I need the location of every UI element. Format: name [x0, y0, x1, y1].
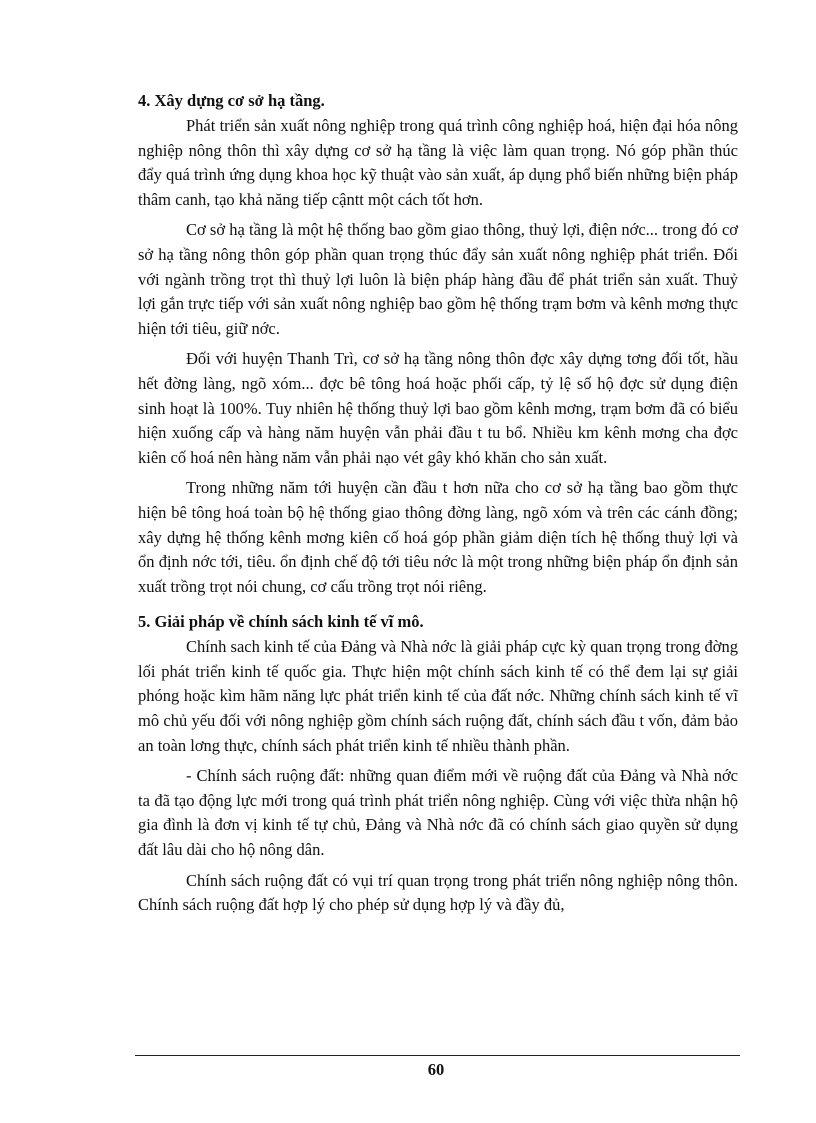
section-4-paragraph-3: Đối với huyện Thanh Trì, cơ sở hạ tầng nông thôn đợc xây dựng tơng đối tốt, hầu hết đờng làng, ngõ xóm... đợc bê tông hoá hoặc phối cấp, tỷ lệ số hộ đợc sử dụng điện sinh hoạt là 100%. Tuy nhiên hệ thống thuỷ lợi bao gồm kênh mơng, trạm bơm đã có biểu hiện xuống cấp và hàng năm huyện vẫn phải đầu t tu bổ. Nhiều km kênh mơng cha đợc kiên cố hoá nên hàng năm vẫn phải nạo vét gây khó khăn cho sản xuất.	[138, 349, 738, 467]
section-4-paragraph-4: Trong những năm tới huyện cần đầu t hơn nữa cho cơ sở hạ tầng bao gồm thực hiện bê tông hoá toàn bộ hệ thống giao thông đờng làng, ngõ xóm và trên các cánh đồng; xây dựng hệ thống kênh mơng kiên cố hoá góp phần giảm diện tích hệ thống thuỷ lợi và ổn định nớc tới, tiêu. ổn định chế độ tới tiêu nớc là một trong những biện pháp ổn định sản xuất trồng trọt nói chung, cơ cấu trồng trọt nói riêng.	[138, 478, 738, 596]
page-number: 60	[427, 1060, 445, 1079]
section-4-paragraph-1: Phát triển sản xuất nông nghiệp trong quá trình công nghiệp hoá, hiện đại hóa nông nghiệp nông thôn thì xây dựng cơ sở hạ tầng là việc làm quan trọng. Nó góp phần thúc đẩy quá trình ứng dụng khoa học kỹ thuật vào sản xuất, áp dụng phổ biến những biện pháp thâm canh, tạo khả năng tiếp cậntt một cách tốt hơn.	[138, 116, 738, 209]
section-5-heading: 5. Giải pháp về chính sách kinh tế vĩ mô.	[138, 612, 424, 632]
page-content	[138, 88, 738, 924]
section-5-paragraph-2: - Chính sách ruộng đất: những quan điểm mới về ruộng đất của Đảng và Nhà nớc ta đã tạo động lực mới trong quá trình phát triển nông nghiệp. Cùng với việc thừa nhận hộ gia đình là đơn vị kinh tế tự chủ, Đảng và Nhà nớc đã có chính sách giao quyền sử dụng đất lâu dài cho hộ nông dân.	[138, 766, 738, 860]
section-4-paragraph-2: Cơ sở hạ tầng là một hệ thống bao gồm giao thông, thuỷ lợi, điện nớc... trong đó cơ sở hạ tầng nông thôn góp phần quan trọng thúc đẩy sản xuất nông nghiệp phát triển. Đối với ngành trồng trọt thì thuỷ lợi luôn là biện pháp hàng đầu để phát triển sản xuất. Thuỷ lợi gắn trực tiếp với sản xuất nông nghiệp bao gồm hệ thống trạm bơm và kênh mơng thực hiện tới tiêu, giữ nớc.	[138, 220, 738, 338]
footer-divider	[135, 1055, 740, 1056]
section-5-paragraph-3: Chính sách ruộng đất có vụi trí quan trọng trong phát triển nông nghiệp nông thôn. Chính sách ruộng đất hợp lý cho phép sử dụng hợp lý và đầy đủ,	[138, 870, 738, 915]
section-5-paragraph-1: Chính sach kinh tế của Đảng và Nhà nớc là giải pháp cực kỳ quan trọng trong đờng lối phát triển kinh tế quốc gia. Thực hiện một chính sách kinh tế có thể đem lại sự giải phóng hoặc kìm hãm năng lực phát triển kinh tế của đất nớc. Những chính sách kinh tế vĩ mô chủ yếu đối với nông nghiệp gồm chính sách ruộng đất, chính sách đầu t vốn, đảm bảo an toàn lơng thực, chính sách phát triển kinh tế nhiều thành phần.	[138, 637, 738, 755]
section-4-heading: 4. Xây dựng cơ sở hạ tầng.	[138, 91, 325, 110]
